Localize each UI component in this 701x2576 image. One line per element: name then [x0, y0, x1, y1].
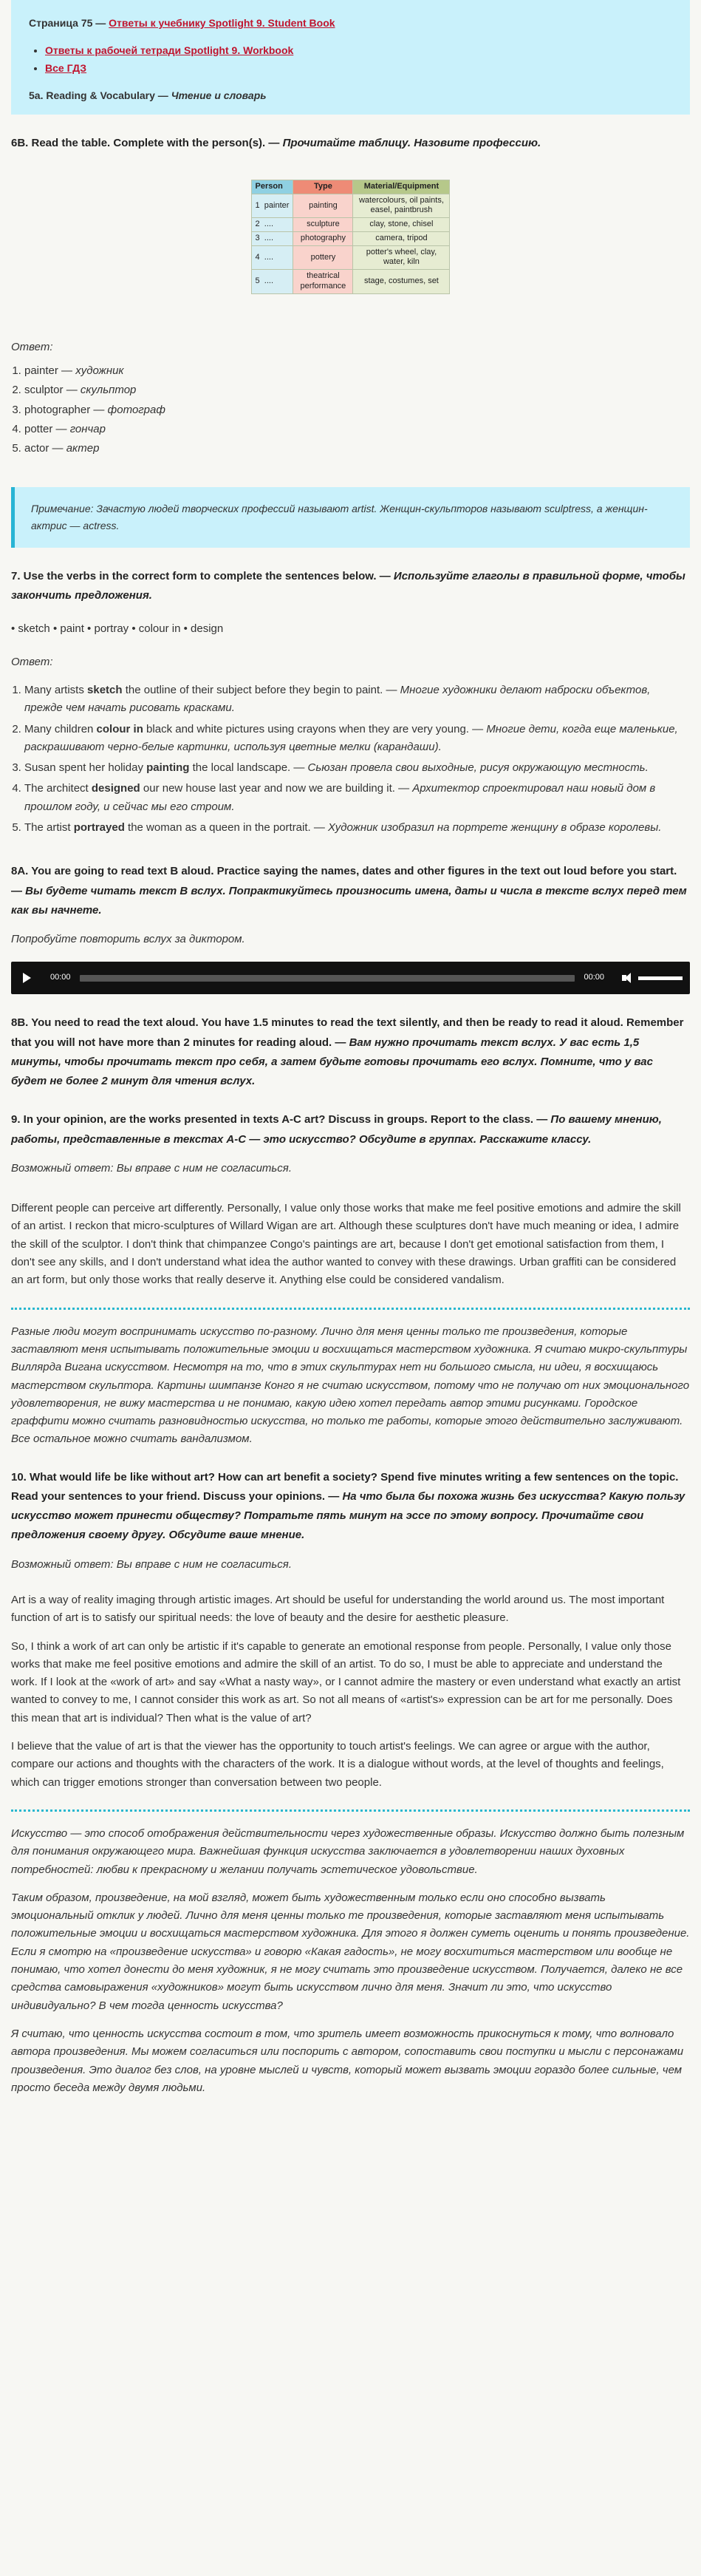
- table-row: [251, 194, 450, 218]
- list-item: 1. Many artists sketch the outline of their subject before they begin to paint. — Многие художники делают наброски объектов, прежде чем начать рисовать красками.: [24, 682, 690, 718]
- answer-list-6b: [11, 362, 690, 458]
- professions-table-image: [11, 180, 690, 294]
- all-gdz-link[interactable]: Все ГДЗ: [45, 62, 87, 75]
- volume-slider[interactable]: [638, 976, 683, 980]
- list-item: 5. The artist portrayed the woman as a queen in the portrait. — Художник изобразил на портрете женщину в образе королевы.: [24, 819, 690, 837]
- audio-player: [11, 962, 690, 994]
- audio-progress-bar[interactable]: [80, 975, 575, 982]
- type-cell: painting: [293, 194, 353, 218]
- list-item: 3. Susan spent her holiday painting the local landscape. — Сьюзан провела свои выходные, рисуя окружающую местность.: [24, 759, 690, 777]
- person-cell: 1 painter: [251, 194, 293, 218]
- column-header-material: Material/Equipment: [353, 180, 450, 194]
- list-item: 4. potter — гончар: [24, 421, 690, 438]
- section-title: 5a. Reading & Vocabulary — Чтение и словарь: [29, 89, 267, 102]
- material-cell: watercolours, oil paints, easel, paintbrush: [353, 194, 450, 218]
- essay-paragraph-en: I believe that the value of art is that the viewer has the opportunity to touch artist's feelings. We can agree or argue with the author, compare our actions and thoughts with the characters of the work. It is a dialogue without words, at the level of thoughts and feelings, which can trigger emotions stronger than conversation between two people.: [11, 1740, 664, 1789]
- material-cell: camera, tripod: [353, 231, 450, 245]
- material-cell: potter's wheel, clay, water, kiln: [353, 245, 450, 270]
- student-book-link[interactable]: Ответы к учебнику Spotlight 9. Student Book: [109, 17, 335, 29]
- exercise-8a-heading: 8A. You are going to read text B aloud. Practice saying the names, dates and other figures in the text out loud before you start. — Вы будете читать текст B вслух. Попрактикуйтесь произносить имена, даты и числа в тексте вслух перед тем как вы начнете.: [11, 865, 687, 917]
- type-cell: pottery: [293, 245, 353, 270]
- list-item: [45, 42, 672, 59]
- verb-list: • sketch • paint • portray • colour in • design: [11, 622, 224, 636]
- column-header-type: Type: [293, 180, 353, 194]
- page-title: Страница 75 — Ответы к учебнику Spotlight 9. Student Book: [29, 17, 335, 29]
- possible-answer-label: Возможный ответ: Вы вправе с ним не согласиться.: [11, 1557, 292, 1571]
- table-row: [251, 218, 450, 232]
- exercise-8b-heading: 8B. You need to read the text aloud. You have 1.5 minutes to read the text silently, and then be ready to read it aloud. Remember that you will not have more than 2 minutes for reading aloud. — Вам нужно прочитать текст вслух. У вас есть 1,5 минуты, чтобы прочитать текст про себя, а затем будьте готовы прочитать его вслух. Помните, что у вас будет не более 2 минут для чтения вслух.: [11, 1016, 684, 1088]
- type-cell: theatrical performance: [293, 270, 353, 294]
- answer-list-7: [11, 682, 690, 837]
- table-row: [251, 270, 450, 294]
- exercise-9-heading: 9. In your opinion, are the works presented in texts A-C art? Discuss in groups. Report to the class. — По вашему мнению, работы, представленные в текстах A-C — это искусство? Обсудите в группах. Расскажите классу.: [11, 1113, 662, 1146]
- answer-label: Ответ:: [11, 340, 53, 353]
- list-item: 2. Many children colour in black and white pictures using crayons when they are very young. — Многие дети, когда еще маленькие, раскрашивают черно-белые картинки, используя цветные мелки (карандаши).: [24, 721, 690, 757]
- volume-control[interactable]: [622, 975, 683, 981]
- essay-paragraph-en: Art is a way of reality imaging through artistic images. Art should be useful for understanding the world around us. The most important function of art is to satisfy our spiritual needs: the love of beauty and the desire for aesthetic pleasure.: [11, 1593, 665, 1625]
- play-icon[interactable]: [23, 973, 31, 983]
- duration: 00:00: [584, 973, 604, 982]
- person-cell: 3 ....: [251, 231, 293, 245]
- exercise-6b-heading: 6B. Read the table. Complete with the person(s). — Прочитайте таблицу. Назовите профессию.: [11, 136, 541, 149]
- table-row: [251, 231, 450, 245]
- related-links: [29, 42, 672, 77]
- exercise-7-heading: 7. Use the verbs in the correct form to complete the sentences below. — Используйте глаголы в правильной форме, чтобы закончить предложения.: [11, 569, 685, 602]
- answer-text-ru: Разные люди могут воспринимать искусство по-разному. Лично для меня ценны только те произведения, которые заставляют меня испытывать положительные эмоции и восхищаться мастерством художника. Я считаю микро-скульптуры Виллярда Вигана искусством. Несмотря на то, что в этих скульптурах нет ни большого смысла, ни идеи, я восхищаюсь мастерством скульптора. Картины шимпанзе Конго я не считаю искусством, потому что не получаю от них эмоционального удовлетворения, не вижу мастерства и не понимаю, какую идею хотел передать автор этими рисунками. Городское граффити можно считать разновидностью искусства, но только те работы, которые этого действительно заслуживают. Все остальное можно считать вандализмом.: [11, 1325, 690, 1446]
- workbook-link[interactable]: Ответы к рабочей тетради Spotlight 9. Workbook: [45, 44, 294, 56]
- list-item: 3. photographer — фотограф: [24, 401, 690, 419]
- volume-icon[interactable]: [622, 975, 626, 981]
- type-cell: photography: [293, 231, 353, 245]
- material-cell: stage, costumes, set: [353, 270, 450, 294]
- person-cell: 2 ....: [251, 218, 293, 232]
- column-header-person: Person: [251, 180, 293, 194]
- list-item: 5. actor — актер: [24, 440, 690, 458]
- divider: [11, 1308, 690, 1310]
- listen-hint: Попробуйте повторить вслух за диктором.: [11, 933, 245, 946]
- list-item: 2. sculptor — скульптор: [24, 381, 690, 399]
- person-cell: 5 ....: [251, 270, 293, 294]
- list-item: 4. The architect designed our new house last year and now we are building it. — Архитектор спроектировал наш новый дом в прошлом году, и сейчас мы его строим.: [24, 780, 690, 816]
- list-item: 1. painter — художник: [24, 362, 690, 380]
- essay-paragraph-en: So, I think a work of art can only be artistic if it's capable to generate an emotional response from people. Personally, I value only those works that make me feel positive emotions and admire the skill of an artist. To do so, I must be able to appreciate and understand the work. If I look at the «work of art» and say «What a nasty way», or I cannot admire the mastery or even understand what exactly an artist wanted to convey to me, I cannot consider this work as art. So not all means of «artist's» expression can be art for me personally. Does this mean that art is individual? Then what is the value of art?: [11, 1639, 681, 1724]
- table-row: [251, 245, 450, 270]
- table-header-row: [251, 180, 450, 194]
- list-item: [45, 60, 672, 77]
- essay-paragraph-ru: Я считаю, что ценность искусства состоит в том, что зритель имеет возможность прикоснуться к тому, что волновало автора произведения. Мы можем согласиться или поспорить с автором, сопоставить свои поступки и мысли с персонажами произведения. Это диалог без слов, на уровне мыслей и чувств, который может вызвать эмоции гораздо более сильные, чем просто беседа между двумя людьми.: [11, 2027, 684, 2094]
- exercise-10-heading: 10. What would life be like without art? How can art benefit a society? Spend five minutes writing a few sentences on the topic. Read your sentences to your friend. Discuss your opinions. — На что была бы похожа жизнь без искусства? Какую пользу искусство может принести обществу? Потратьте пять минут на эссе по этому вопросу. Прочитайте свои предложения своему другу. Обсудите ваше мнение.: [11, 1470, 685, 1542]
- type-cell: sculpture: [293, 218, 353, 232]
- answer-label: Ответ:: [11, 655, 53, 668]
- page-header-box: [11, 0, 690, 115]
- essay-paragraph-ru: Искусство — это способ отображения действительности через художественные образы. Искусство должно быть полезным для понимания окружающего мира. Важнейшая функция искусства заключается в удовлетворении наших духовных потребностей: любви к прекрасному и желании получать эстетическое удовольствие.: [11, 1826, 685, 1876]
- current-time: 00:00: [50, 973, 71, 982]
- person-cell: 4 ....: [251, 245, 293, 270]
- divider: [11, 1809, 690, 1812]
- possible-answer-label: Возможный ответ: Вы вправе с ним не согласиться.: [11, 1161, 292, 1175]
- answer-text-en: Different people can perceive art differently. Personally, I value only those works that make me feel positive emotions and admire the skill of an artist. I reckon that micro-sculptures of Willard Wigan are art. Although these sculptures don't have much meaning or idea, I admire the skill of the sculptor. I don't think that chimpanzee Congo's paintings are art, because I don't get emotional satisfaction from them, I don't see any skills, and I don't understand what idea the author wanted to convey with these drawings. Urban graffiti can be considered an art form, but only those works that really deserve it. Anything else could be considered vandalism.: [11, 1202, 681, 1287]
- note-box: Примечание: Зачастую людей творческих профессий называют artist. Женщин-скульпторов называют sculptress, а женщин-актрис — actress.: [11, 487, 690, 547]
- essay-paragraph-ru: Таким образом, произведение, на мой взгляд, может быть художественным только если оно способно вызвать эмоциональный отклик у людей. Лично для меня ценны только те произведения, которые заставляют меня испытывать положительные эмоции и восхищаться мастерством художника. Для этого я должен суметь оценить и понять произведение. Если я смотрю на «произведение искусства» и говорю «Какая гадость», не могу восхититься мастерством или вообще не понимаю, что хотел донести до меня художник, я не могу считать это произведение искусством. Получается, далеко не все средства самовыражения «художников» могут быть искусством лично для меня. Значит ли это, что искусство индивидуально? В чем тогда ценность искусства?: [11, 1891, 690, 2012]
- professions-table: [251, 180, 451, 294]
- material-cell: clay, stone, chisel: [353, 218, 450, 232]
